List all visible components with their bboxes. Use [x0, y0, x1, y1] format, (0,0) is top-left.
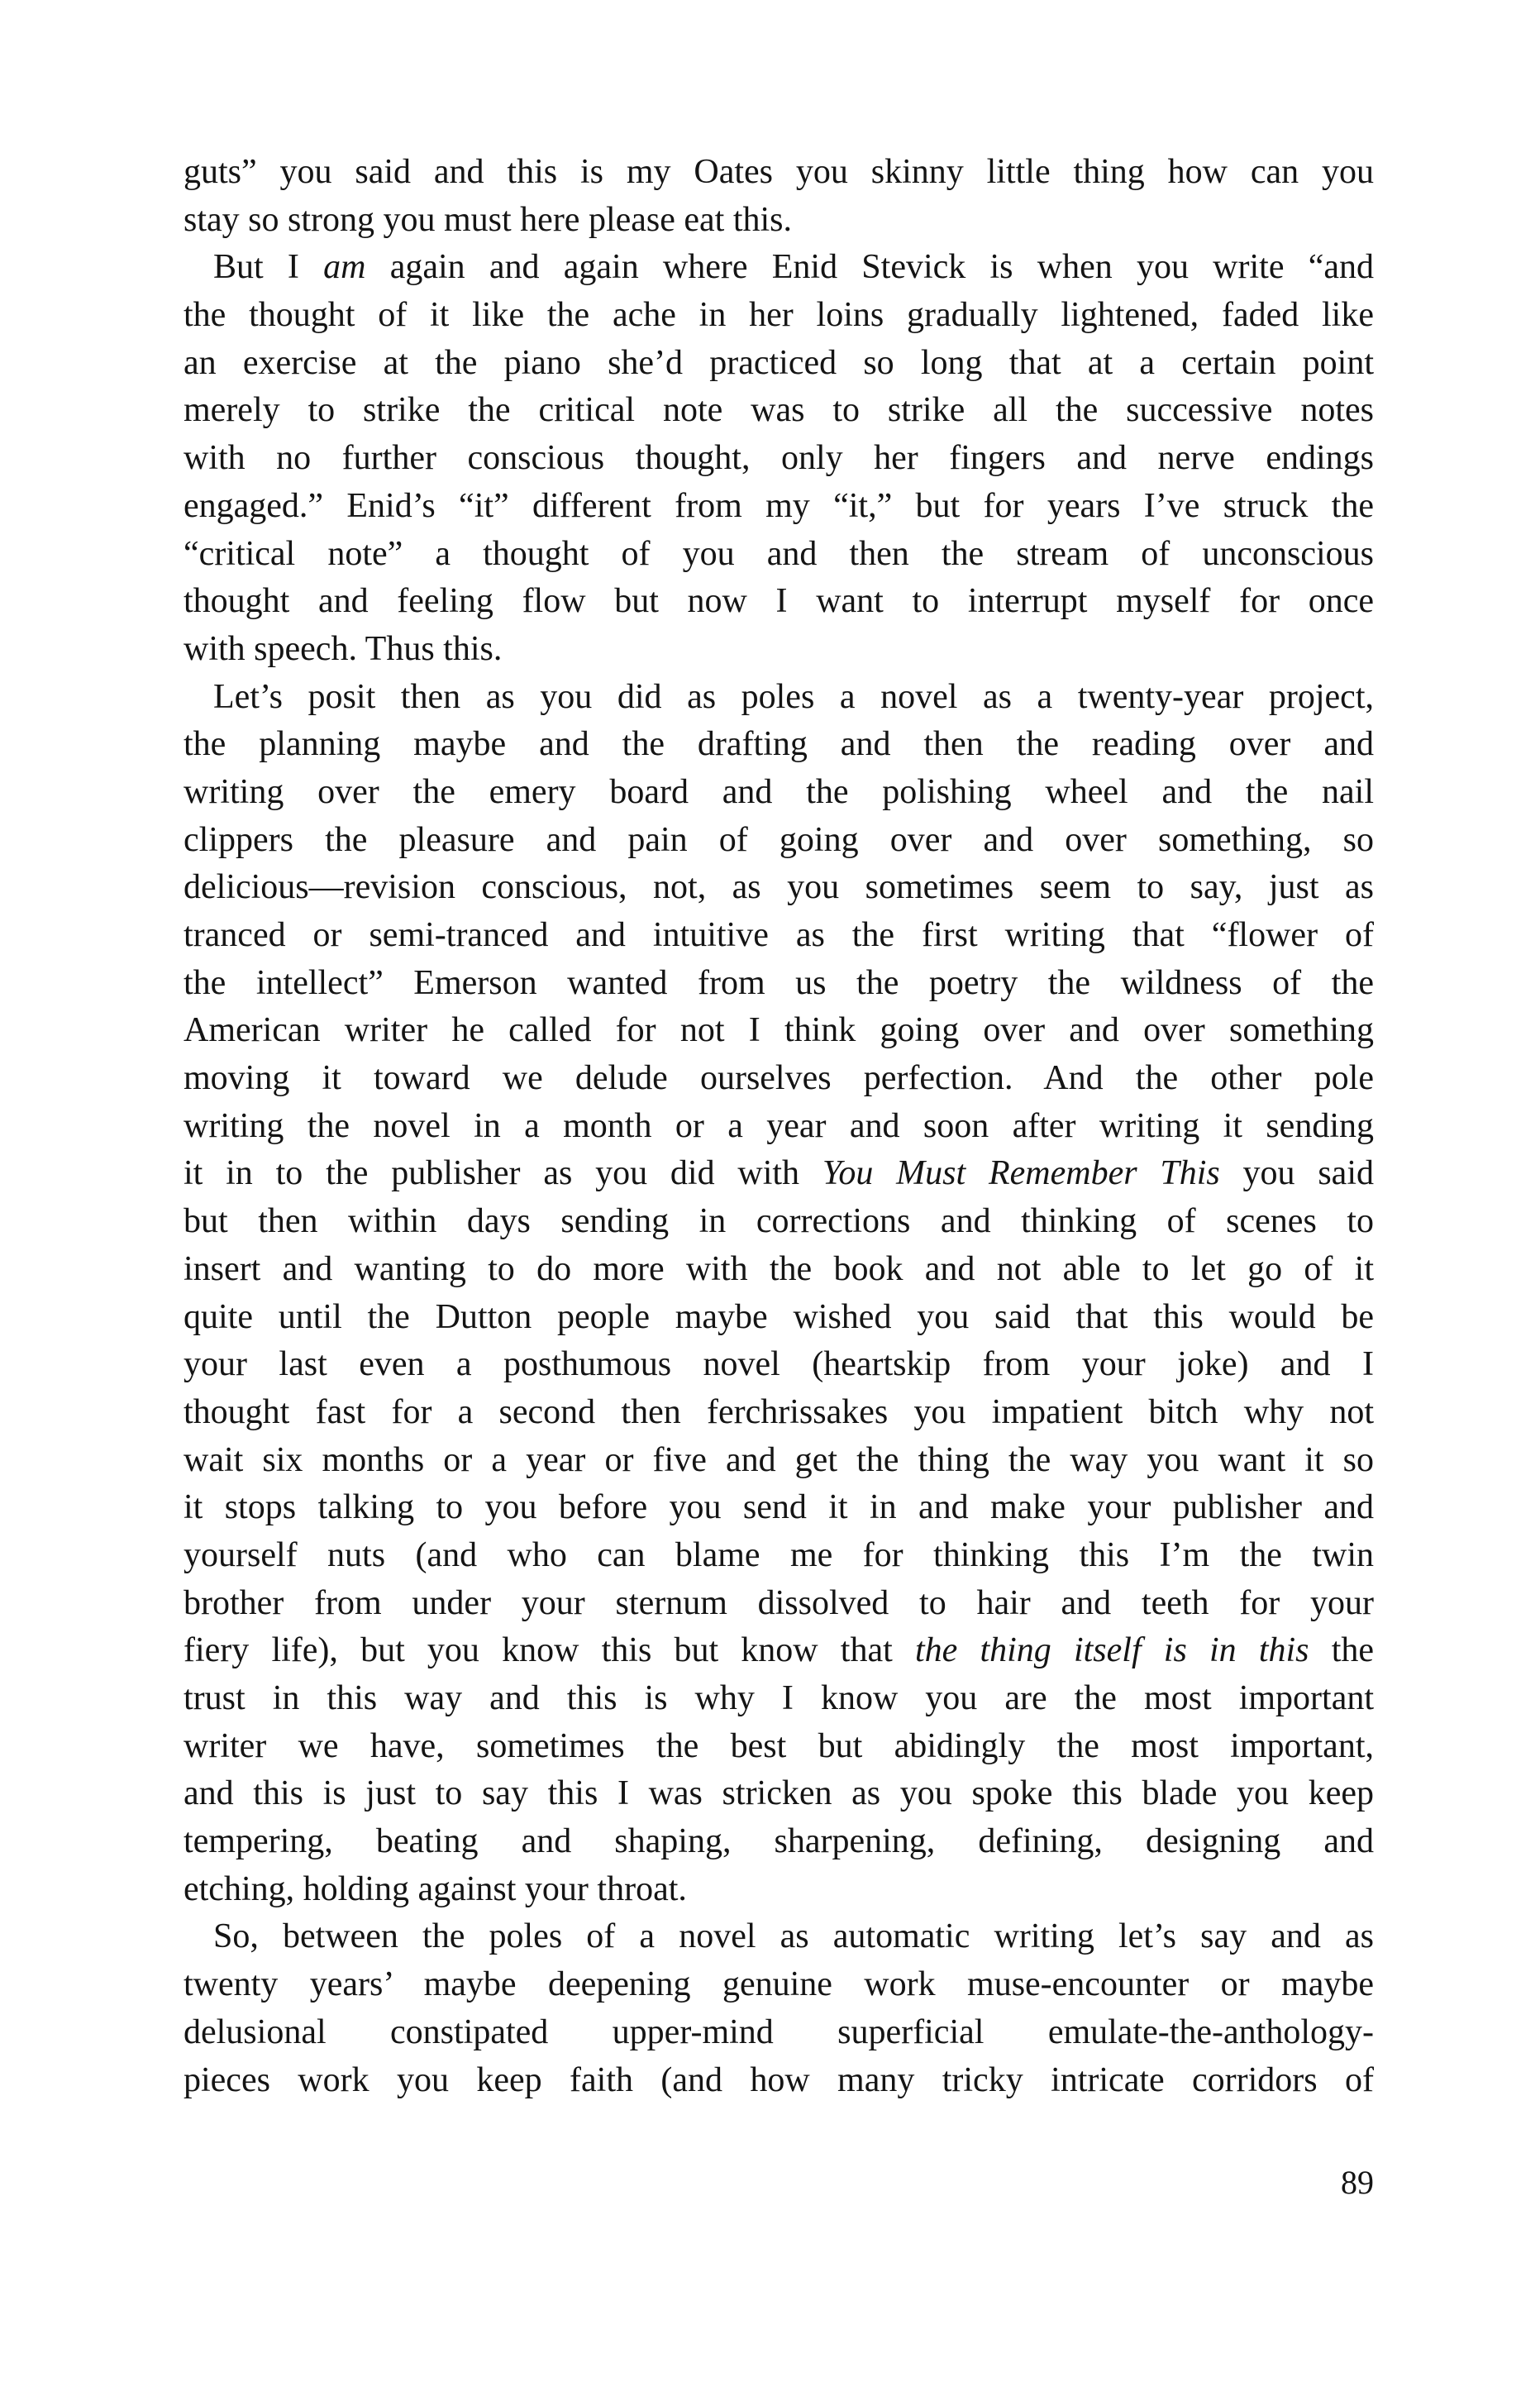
- paragraph: [184, 244, 1374, 673]
- text-line: [184, 1818, 1374, 1866]
- text-line: [184, 1246, 1374, 1294]
- text-line: [184, 769, 1374, 817]
- paragraph: [184, 149, 1374, 244]
- text-line: [184, 1580, 1374, 1628]
- text-segment: quite until the Dutton people maybe wished you said that this would be: [184, 1297, 1374, 1336]
- text-segment: insert and wanting to do more with the book and not able to let go of it: [184, 1249, 1374, 1288]
- text-segment: writer we have, sometimes the best but abidingly the most important,: [184, 1726, 1374, 1765]
- text-segment: Let’s posit then as you did as poles a novel as a twenty-year project,: [213, 677, 1374, 716]
- text-segment: clippers the pleasure and pain of going over and over something, so: [184, 820, 1374, 859]
- text-line: [184, 1103, 1374, 1151]
- text-segment: it in to the publisher as you did with: [184, 1154, 822, 1193]
- text-segment: “critical note” a thought of you and then the stream of unconscious: [184, 534, 1374, 573]
- text-line: [184, 817, 1374, 865]
- text-line: [184, 1437, 1374, 1485]
- text-line: [184, 721, 1374, 769]
- text-line: [184, 912, 1374, 960]
- text-line: [184, 1055, 1374, 1103]
- text-segment: yourself nuts (and who can blame me for thinking this I’m the twin: [184, 1535, 1374, 1574]
- text-segment: moving it toward we delude ourselves perfection. And the other pole: [184, 1059, 1374, 1098]
- italic-text: am: [323, 248, 366, 287]
- text-line: [184, 387, 1374, 435]
- italic-text: You Must Remember This: [822, 1154, 1220, 1193]
- text-line: [184, 483, 1374, 531]
- text-line: [184, 1675, 1374, 1723]
- text-segment: But I: [213, 248, 324, 287]
- text-line: [184, 292, 1374, 340]
- text-line: [184, 1961, 1374, 2009]
- paragraph: [184, 1913, 1374, 2104]
- text-line: [184, 1484, 1374, 1532]
- paragraph: [184, 674, 1374, 1914]
- text-line: [184, 340, 1374, 388]
- text-line: [184, 1341, 1374, 1389]
- text-line: [184, 197, 1374, 245]
- text-line: [184, 626, 1374, 674]
- text-segment: the thought of it like the ache in her loins gradually lightened, faded like: [184, 296, 1374, 335]
- text-line: [184, 244, 1374, 292]
- text-line: [184, 1150, 1374, 1198]
- italic-text: the thing itself is in this: [914, 1631, 1309, 1670]
- text-segment: delusional constipated upper-mind superficial emulate-the-anthology-: [184, 2012, 1374, 2051]
- text-segment: thought and feeling flow but now I want to interrupt myself for once: [184, 582, 1374, 621]
- text-segment: but then within days sending in corrections and thinking of scenes to: [184, 1202, 1374, 1241]
- text-line: [184, 1770, 1374, 1818]
- text-line: [184, 1913, 1374, 1961]
- text-line: [184, 578, 1374, 626]
- text-segment: it stops talking to you before you send it in and make your publisher and: [184, 1488, 1374, 1527]
- text-line: [184, 960, 1374, 1008]
- text-line: [184, 1866, 1374, 1914]
- text-line: [184, 2009, 1374, 2057]
- text-segment: again and again where Enid Stevick is when you write “and: [365, 248, 1374, 287]
- text-segment: engaged.” Enid’s “it” different from my “it,” but for years I’ve struck the: [184, 486, 1374, 525]
- text-segment: thought fast for a second then ferchrissakes you impatient bitch why not: [184, 1392, 1374, 1431]
- text-segment: writing over the emery board and the polishing wheel and the nail: [184, 772, 1374, 811]
- body-text: [184, 149, 1374, 2104]
- text-segment: and this is just to say this I was stricken as you spoke this blade you keep: [184, 1774, 1374, 1813]
- text-line: [184, 864, 1374, 912]
- text-segment: the intellect” Emerson wanted from us the poetry the wildness of the: [184, 963, 1374, 1002]
- text-line: [184, 1389, 1374, 1437]
- text-segment: with speech. Thus this.: [184, 629, 503, 668]
- text-segment: fiery life), but you know this but know that: [184, 1631, 915, 1670]
- text-segment: brother from under your sternum dissolved to hair and teeth for your: [184, 1583, 1374, 1622]
- text-segment: you said: [1219, 1154, 1374, 1193]
- text-segment: trust in this way and this is why I know you are the most important: [184, 1679, 1374, 1717]
- text-line: [184, 1294, 1374, 1342]
- text-segment: tempering, beating and shaping, sharpening, defining, designing and: [184, 1822, 1374, 1861]
- text-segment: pieces work you keep faith (and how many tricky intricate corridors of: [184, 2060, 1374, 2099]
- text-segment: your last even a posthumous novel (heartskip from your joke) and I: [184, 1345, 1374, 1384]
- text-line: [184, 531, 1374, 579]
- text-line: [184, 1198, 1374, 1246]
- text-line: [184, 1007, 1374, 1055]
- text-segment: tranced or semi-tranced and intuitive as the first writing that “flower of: [184, 916, 1374, 954]
- text-line: [184, 2057, 1374, 2105]
- text-segment: wait six months or a year or five and get the thing the way you want it so: [184, 1440, 1374, 1479]
- text-line: [184, 1723, 1374, 1771]
- text-line: [184, 1532, 1374, 1580]
- text-segment: etching, holding against your throat.: [184, 1869, 687, 1908]
- text-segment: with no further conscious thought, only her fingers and nerve endings: [184, 439, 1374, 478]
- text-segment: delicious—revision conscious, not, as you sometimes seem to say, just as: [184, 868, 1374, 907]
- text-line: [184, 435, 1374, 483]
- text-segment: writing the novel in a month or a year and soon after writing it sending: [184, 1106, 1374, 1145]
- text-segment: guts” you said and this is my Oates you skinny little thing how can you: [184, 153, 1374, 191]
- text-segment: the: [1309, 1631, 1374, 1670]
- text-line: [184, 149, 1374, 197]
- text-segment: merely to strike the critical note was to strike all the successive notes: [184, 391, 1374, 430]
- text-line: [184, 1627, 1374, 1675]
- text-segment: the planning maybe and the drafting and then the reading over and: [184, 725, 1374, 764]
- text-segment: twenty years’ maybe deepening genuine work muse-encounter or maybe: [184, 1965, 1374, 2004]
- text-segment: an exercise at the piano she’d practiced so long that at a certain point: [184, 343, 1374, 382]
- text-line: [184, 674, 1374, 722]
- text-segment: stay so strong you must here please eat this.: [184, 200, 793, 239]
- text-segment: American writer he called for not I think going over and over something: [184, 1011, 1374, 1050]
- page-number: 89: [1341, 2164, 1374, 2201]
- text-segment: So, between the poles of a novel as automatic writing let’s say and as: [213, 1917, 1374, 1956]
